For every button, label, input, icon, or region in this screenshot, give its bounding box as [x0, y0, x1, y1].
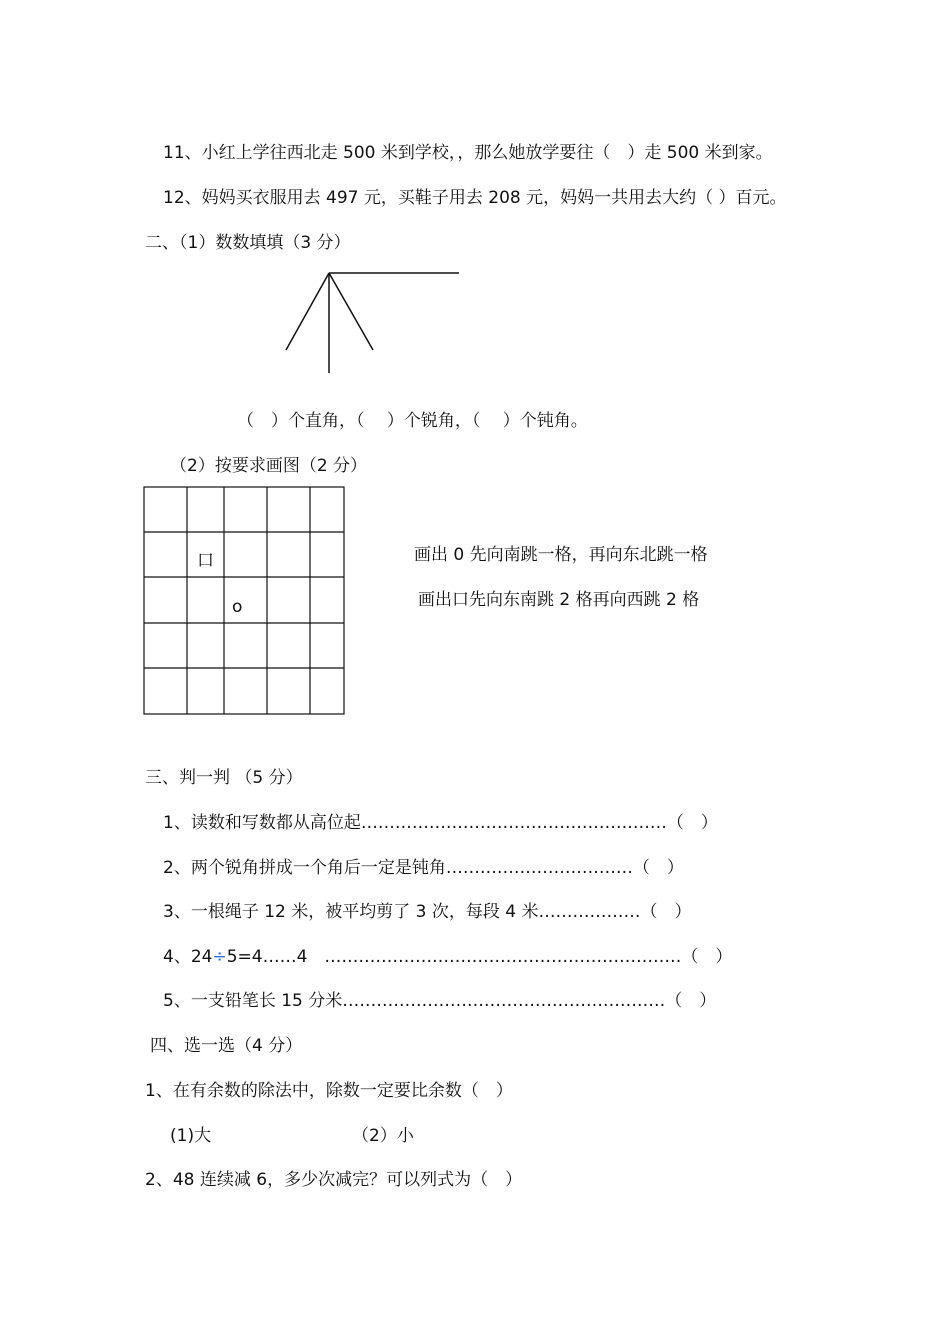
judge-item-1: 1、读数和写数都从高位起………………………………………………（ ）	[163, 813, 718, 833]
judge-item-4-suffix: 5=4……4 ………………………………………………………（ ）	[226, 947, 733, 967]
judge-item-5: 5、一支铅笔长 15 分米…………………………………………………（ ）	[163, 991, 717, 1011]
section-2-part-1-heading: 二、（1）数数填填（3 分）	[145, 233, 351, 253]
drawing-grid	[143, 486, 345, 715]
judge-item-3: 3、一根绳子 12 米，被平均剪了 3 次，每段 4 米………………（ ）	[163, 902, 692, 922]
choice-question-2: 2、48 连续减 6，多少次减完？可以列式为（ ）	[145, 1170, 523, 1190]
judge-item-4	[163, 946, 732, 968]
choice-option-2: （2）小	[352, 1126, 414, 1146]
left-ray	[286, 273, 329, 350]
question-12: 12、妈妈买衣服用去 497 元，买鞋子用去 208 元，妈妈一共用去大约（ ）百元。	[163, 188, 787, 208]
choice-option-1: (1)大	[170, 1126, 212, 1146]
grid-circle-mark: o	[232, 597, 243, 617]
right-ray	[329, 273, 373, 350]
division-sign: ÷	[212, 947, 227, 967]
choice-question-1: 1、在有余数的除法中，除数一定要比余数（ ）	[145, 1081, 513, 1101]
judge-item-4-prefix: 4、24	[163, 947, 213, 967]
draw-instruction-2: 画出口先向东南跳 2 格再向西跳 2 格	[418, 590, 700, 610]
angle-answer-line: （ ）个直角，（ ）个锐角，（ ）个钝角。	[237, 411, 588, 431]
draw-instruction-1: 画出 0 先向南跳一格，再向东北跳一格	[414, 545, 708, 565]
angle-figure	[280, 268, 470, 378]
section-4-heading: 四、选一选（4 分）	[150, 1036, 303, 1056]
question-11: 11、小红上学往西北走 500 米到学校，，那么她放学要往（ ）走 500 米到家。	[163, 143, 773, 163]
section-3-heading: 三、判一判 （5 分）	[145, 768, 303, 788]
grid-square-mark: 口	[197, 551, 214, 571]
judge-item-2: 2、两个锐角拼成一个角后一定是钝角……………………………（ ）	[163, 858, 684, 878]
section-2-part-2-heading: （2）按要求画图（2 分）	[170, 456, 368, 476]
